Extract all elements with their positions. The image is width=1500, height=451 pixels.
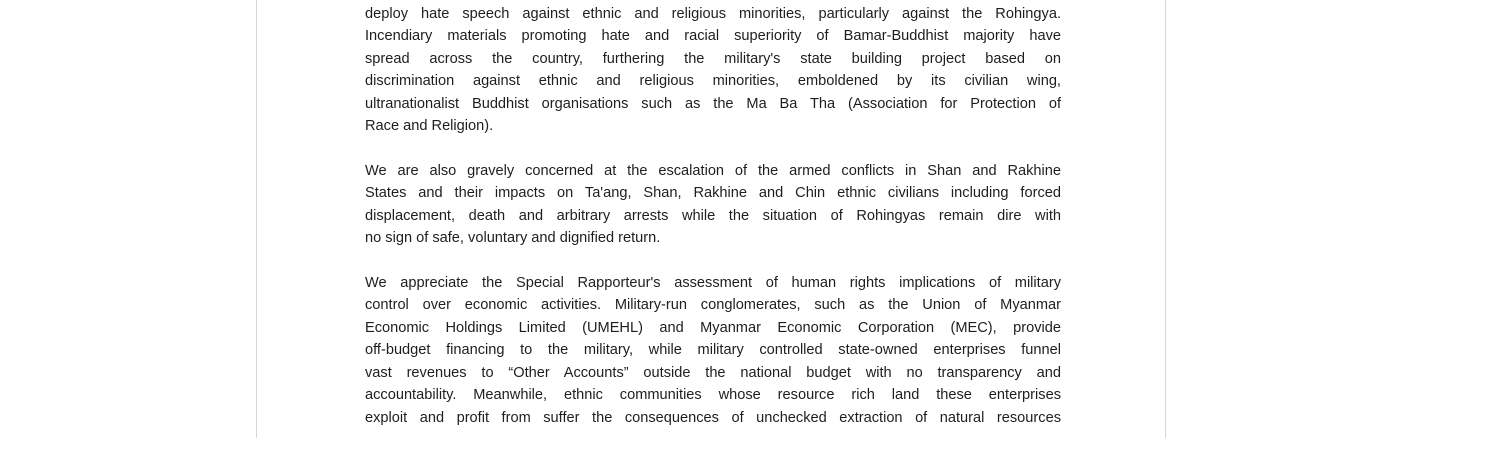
text-line: spread across the country, furthering the military's state building project based on <box>365 50 1061 67</box>
document-page <box>256 0 1166 438</box>
text-line: discrimination against ethnic and religious minorities, emboldened by its civilian wing, <box>365 73 1061 89</box>
text-line: States and their impacts on Ta'ang, Shan, Rakhine and Chin ethnic civilians including forced <box>365 185 1061 201</box>
text-line: vast revenues to “Other Accounts” outside the national budget with no transparency and <box>365 364 1061 381</box>
text-line: exploit and profit from suffer the consequences of unchecked extraction of natural resources <box>365 409 1061 426</box>
paragraph-armed-conflicts <box>365 160 1061 250</box>
text-line: control over economic activities. Military-run conglomerates, such as the Union of Myanmar <box>365 297 1061 313</box>
text-line: displacement, death and arbitrary arrests while the situation of Rohingyas remain dire with <box>365 207 1061 224</box>
text-line: no sign of safe, voluntary and dignified return. <box>365 230 661 246</box>
document-body <box>365 0 1061 451</box>
paragraph-hate-speech <box>365 0 1061 138</box>
text-line: We are also gravely concerned at the escalation of the armed conflicts in Shan and Rakhine <box>365 162 1061 179</box>
paragraph-economic-activities <box>365 272 1061 430</box>
text-line: Race and Religion). <box>365 118 494 134</box>
text-line: We appreciate the Special Rapporteur's assessment of human rights implications of military <box>365 274 1061 291</box>
text-line: off-budget financing to the military, while military controlled state-owned enterprises funnel <box>365 342 1061 358</box>
text-line: Economic Holdings Limited (UMEHL) and Myanmar Economic Corporation (MEC), provide <box>365 319 1061 336</box>
text-line: ultranationalist Buddhist organisations such as the Ma Ba Tha (Association for Protection of <box>365 95 1061 112</box>
text-line: Incendiary materials promoting hate and racial superiority of Bamar-Buddhist majority have <box>365 28 1061 44</box>
text-line: deploy hate speech against ethnic and religious minorities, particularly against the Rohingya. <box>365 5 1061 22</box>
text-line: accountability. Meanwhile, ethnic communities whose resource rich land these enterprises <box>365 387 1061 403</box>
